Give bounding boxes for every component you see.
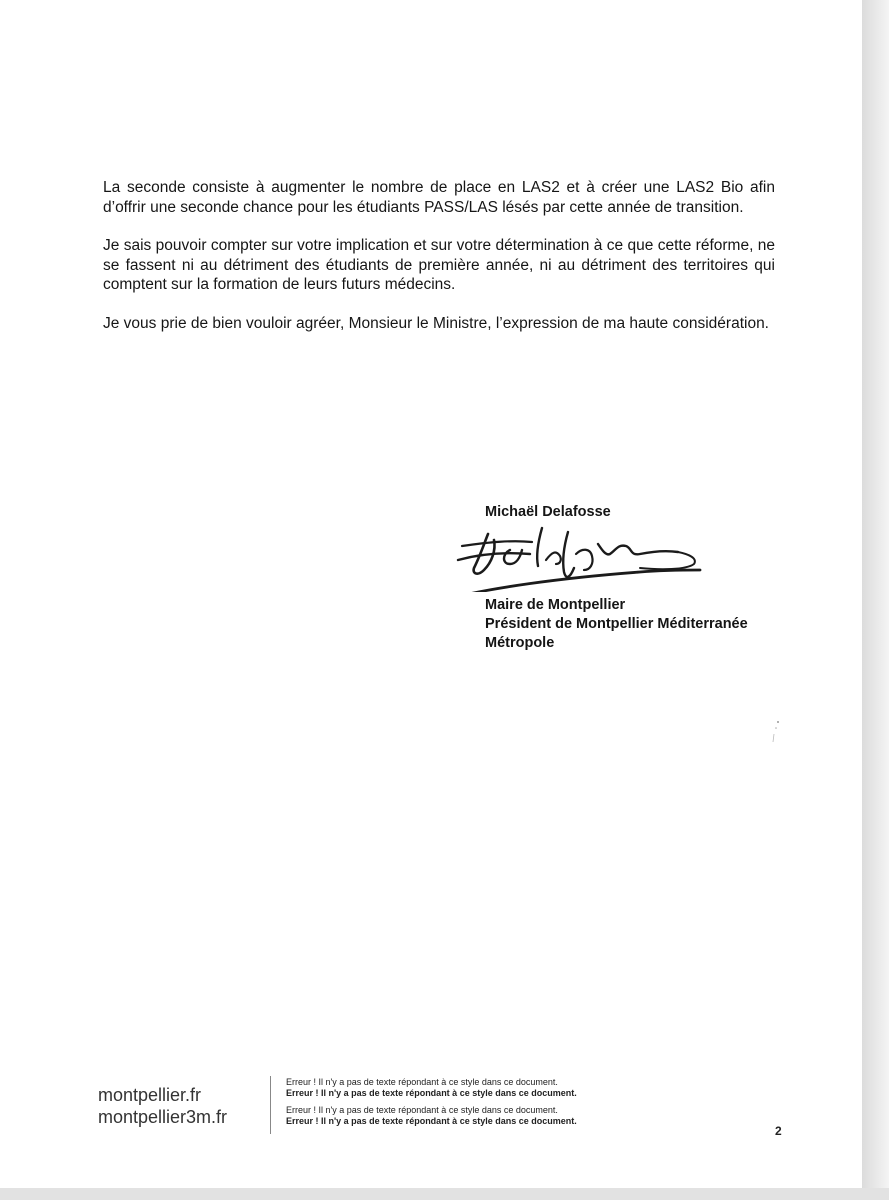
paragraph-closing: Je vous prie de bien vouloir agréer, Monsieur le Ministre, l’expression de ma haute considération. [103,314,769,332]
paragraph-las2: La seconde consiste à augmenter le nombre de place en LAS2 et à créer une LAS2 Bio afin d’offrir une seconde chance pour les étudiants PASS/LAS lésés par cette année de transition. [103,179,775,216]
page-number: 2 [775,1124,782,1138]
signatory-titles [485,596,820,653]
footer-error-line: Erreur ! Il n'y a pas de texte répondant à ce style dans ce document. [286,1115,577,1126]
website-montpellier-link[interactable]: montpellier.fr [98,1085,202,1105]
letter-body [103,178,775,352]
handwritten-signature-icon [450,520,710,592]
scan-speck-icon [770,718,782,744]
footer-error-line: Erreur ! Il n'y a pas de texte répondant à ce style dans ce document. [286,1077,558,1087]
footer-error-line: Erreur ! Il n'y a pas de texte répondant à ce style dans ce document. [286,1087,577,1098]
signatory-name: Michaël Delafosse [485,504,611,520]
page-edge-shadow [862,0,889,1200]
footer-divider [270,1076,271,1134]
paragraph-reform: Je sais pouvoir compter sur votre implication et sur votre détermination à ce que cette réforme, ne se fassent ni au détriment des étudiants de première année, ni au détriment des territoires qui comptent sur la formation de leurs futurs médecins. [103,237,775,293]
signature-block [450,500,830,670]
title-metropole: Métropole [485,635,555,651]
footer-error-fields [286,1077,577,1133]
title-mayor: Maire de Montpellier [485,597,626,613]
footer-websites [98,1084,227,1128]
website-montpellier3m-link[interactable]: montpellier3m.fr [98,1107,228,1127]
footer-error-line: Erreur ! Il n'y a pas de texte répondant à ce style dans ce document. [286,1105,558,1115]
title-president: Président de Montpellier Méditerranée [485,616,748,632]
page-bottom-edge [0,1188,889,1200]
